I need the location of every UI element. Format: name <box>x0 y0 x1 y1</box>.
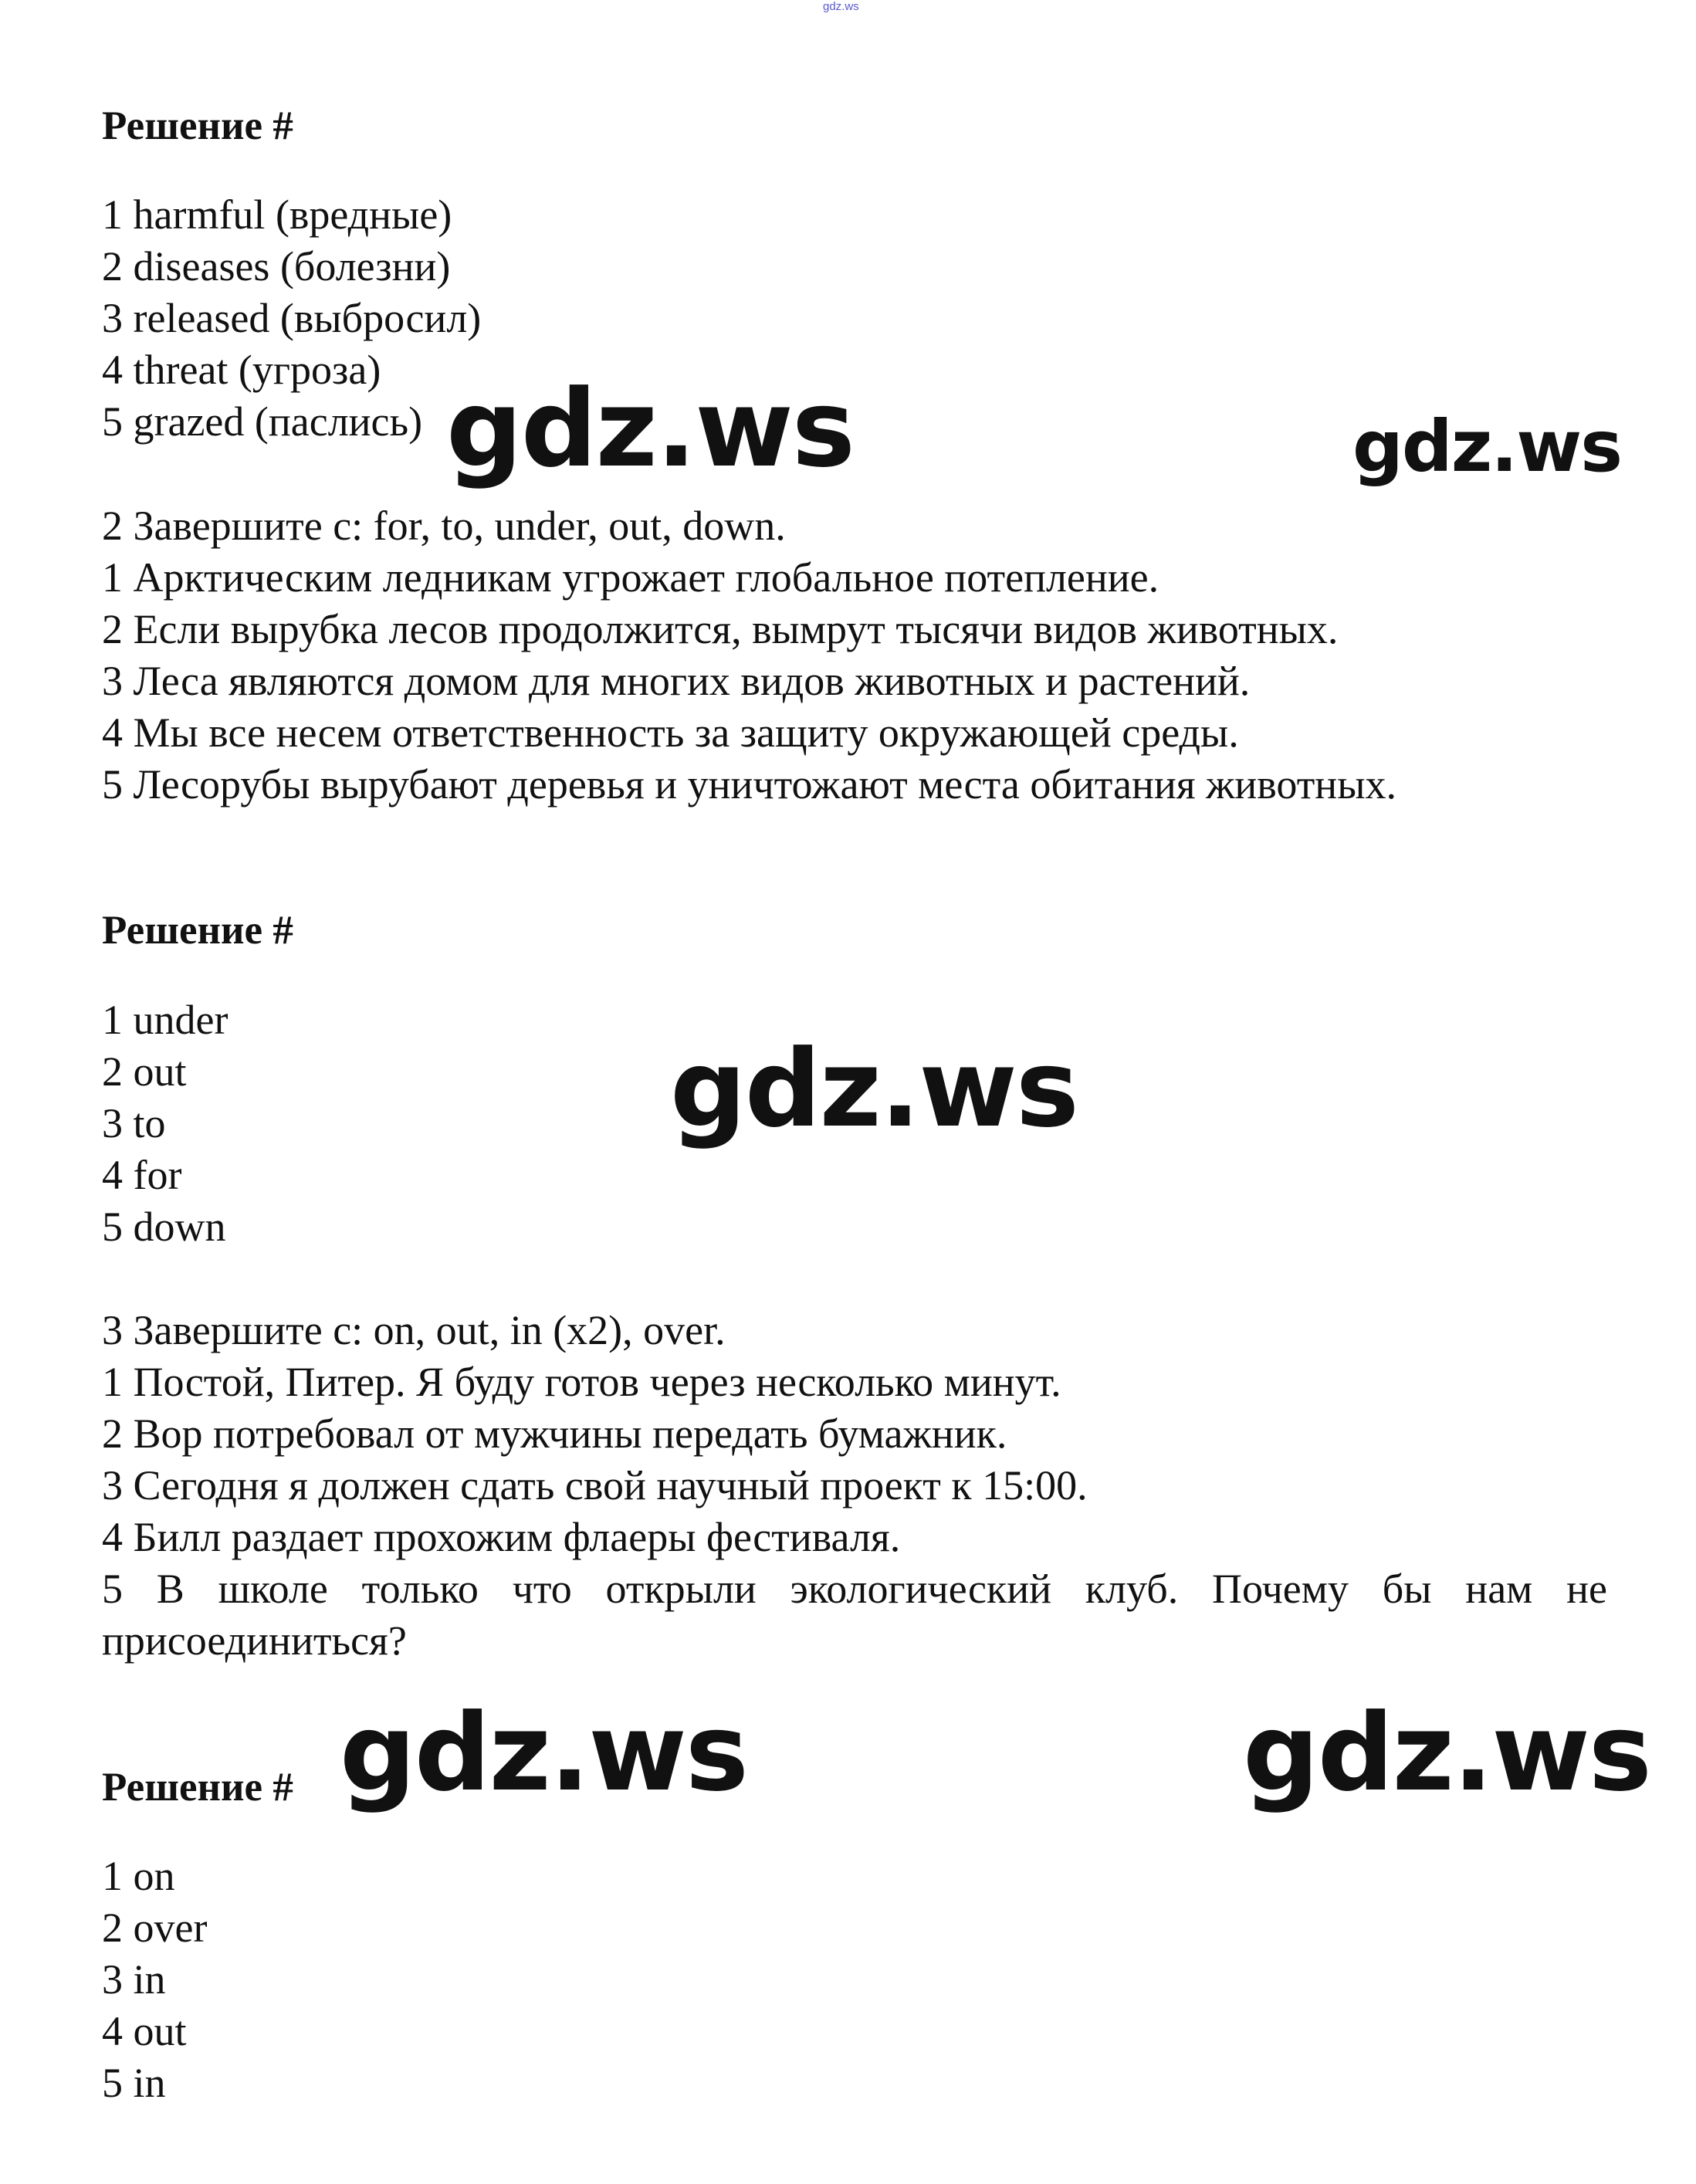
watermark-logo: gdz.ws <box>340 1691 747 1815</box>
answer-2-2: 2 out <box>102 1048 187 1095</box>
section-2-heading: Решение # <box>102 908 293 953</box>
answer-3-4: 4 out <box>102 2008 187 2054</box>
section-1-heading: Решение # <box>102 103 293 148</box>
answer-1-4: 4 threat (угроза) <box>102 347 381 393</box>
answer-1-1: 1 harmful (вредные) <box>102 191 452 238</box>
task-2-sentence-4: 4 Мы все несем ответственность за защиту окружающей среды. <box>102 709 1239 756</box>
watermark-logo: gdz.ws <box>1352 405 1621 488</box>
answer-1-2: 2 diseases (болезни) <box>102 243 451 290</box>
answer-2-1: 1 under <box>102 997 229 1043</box>
site-mark: gdz.ws <box>823 0 859 13</box>
answer-2-3: 3 to <box>102 1100 166 1146</box>
task-3-sentence-1: 1 Постой, Питер. Я буду готов через несколько минут. <box>102 1359 1061 1405</box>
answer-3-1: 1 on <box>102 1853 175 1899</box>
watermark-logo: gdz.ws <box>670 1027 1078 1151</box>
answer-3-5: 5 in <box>102 2060 166 2106</box>
task-3-prompt: 3 Завершите с: on, out, in (x2), over. <box>102 1307 726 1353</box>
task-3-sentence-2: 2 Вор потребовал от мужчины передать бумажник. <box>102 1410 1007 1457</box>
task-3-sentence-5-continued: присоединиться? <box>102 1617 407 1664</box>
task-2-sentence-5: 5 Лесорубы вырубают деревья и уничтожают места обитания животных. <box>102 761 1396 808</box>
task-3-sentence-3: 3 Сегодня я должен сдать свой научный проект к 15:00. <box>102 1462 1088 1508</box>
answer-3-3: 3 in <box>102 1956 166 2003</box>
answer-1-3: 3 released (выбросил) <box>102 295 482 341</box>
task-2-sentence-2: 2 Если вырубка лесов продолжится, вымрут тысячи видов животных. <box>102 606 1339 652</box>
task-2-sentence-1: 1 Арктическим ледникам угрожает глобальное потепление. <box>102 554 1159 601</box>
task-2-prompt: 2 Завершите с: for, to, under, out, down. <box>102 503 786 549</box>
watermark-logo: gdz.ws <box>446 367 854 491</box>
watermark-logo: gdz.ws <box>1243 1691 1650 1815</box>
task-3-sentence-5: 5 В школе только что открыли экологический клуб. Почему бы нам не <box>102 1566 1607 1612</box>
task-3-sentence-4: 4 Билл раздает прохожим флаеры фестиваля. <box>102 1514 901 1560</box>
answer-2-4: 4 for <box>102 1152 182 1198</box>
section-3-heading: Решение # <box>102 1765 293 1810</box>
answer-2-5: 5 down <box>102 1204 226 1250</box>
answer-3-2: 2 over <box>102 1905 208 1951</box>
answer-1-5: 5 grazed (паслись) <box>102 398 423 445</box>
task-2-sentence-3: 3 Леса являются домом для многих видов животных и растений. <box>102 658 1251 704</box>
